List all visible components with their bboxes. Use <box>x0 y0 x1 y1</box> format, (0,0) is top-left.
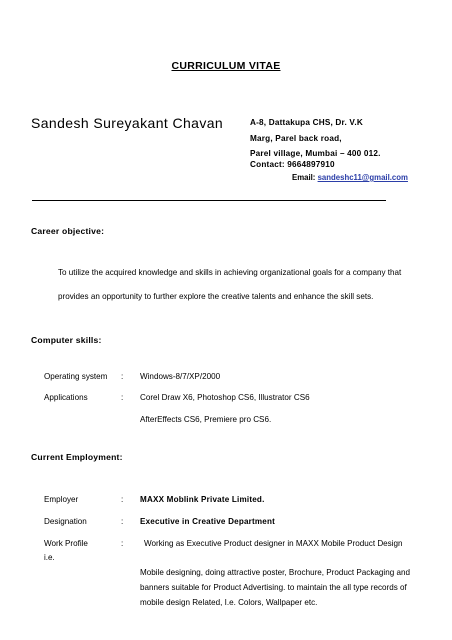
career-objective-line-2: provides an opportunity to further explore the creative talents and enhance the skill sets. <box>58 292 374 301</box>
work-profile-label-ie: i.e. <box>44 553 55 562</box>
skill-label-applications: Applications <box>44 393 88 402</box>
address-line-1: A-8, Dattakupa CHS, Dr. V.K <box>250 118 363 127</box>
work-description-line-2: banners suitable for Product Advertising. to maintain the all type records of <box>140 583 407 592</box>
address-line-3: Parel village, Mumbai – 400 012. <box>250 149 381 158</box>
career-objective-line-1: To utilize the acquired knowledge and skills in achieving organizational goals for a company that <box>58 268 402 277</box>
email-link[interactable]: sandeshc11@gmail.com <box>317 173 408 182</box>
employer-colon: : <box>121 495 124 504</box>
work-profile-value: Working as Executive Product designer in MAXX Mobile Product Design <box>144 539 403 548</box>
email-row <box>292 173 408 182</box>
current-employment-heading: Current Employment: <box>31 452 123 462</box>
skill-colon-applications: : <box>121 393 124 402</box>
candidate-name: Sandesh Sureyakant Chavan <box>31 115 224 131</box>
designation-value: Executive in Creative Department <box>140 517 276 526</box>
employer-label: Employer <box>44 495 79 504</box>
skill-label-os: Operating system <box>44 372 108 381</box>
header-divider <box>32 200 386 201</box>
skill-value-applications: Corel Draw X6, Photoshop CS6, Illustrator CS6 <box>140 393 310 402</box>
designation-label: Designation <box>44 517 87 526</box>
skill-value-os: Windows-8/7/XP/2000 <box>140 372 221 381</box>
address-line-2: Marg, Parel back road, <box>250 134 342 143</box>
computer-skills-heading: Computer skills: <box>31 335 102 345</box>
skill-value-applications-continued: AfterEffects CS6, Premiere pro CS6. <box>140 415 272 424</box>
contact-number: Contact: 9664897910 <box>250 160 335 169</box>
employer-value: MAXX Moblink Private Limited. <box>140 495 265 504</box>
designation-colon: : <box>121 517 124 526</box>
work-profile-colon: : <box>121 539 124 548</box>
email-label: Email: <box>292 173 318 182</box>
document-title: CURRICULUM VITAE <box>171 60 281 72</box>
skill-colon-os: : <box>121 372 124 381</box>
work-profile-label: Work Profile <box>44 539 88 548</box>
work-description-line-3: mobile design Related, I.e. Colors, Wallpaper etc. <box>140 598 318 607</box>
career-objective-heading: Career objective: <box>31 226 105 236</box>
work-description-line-1: Mobile designing, doing attractive poster, Brochure, Product Packaging and <box>140 568 410 577</box>
